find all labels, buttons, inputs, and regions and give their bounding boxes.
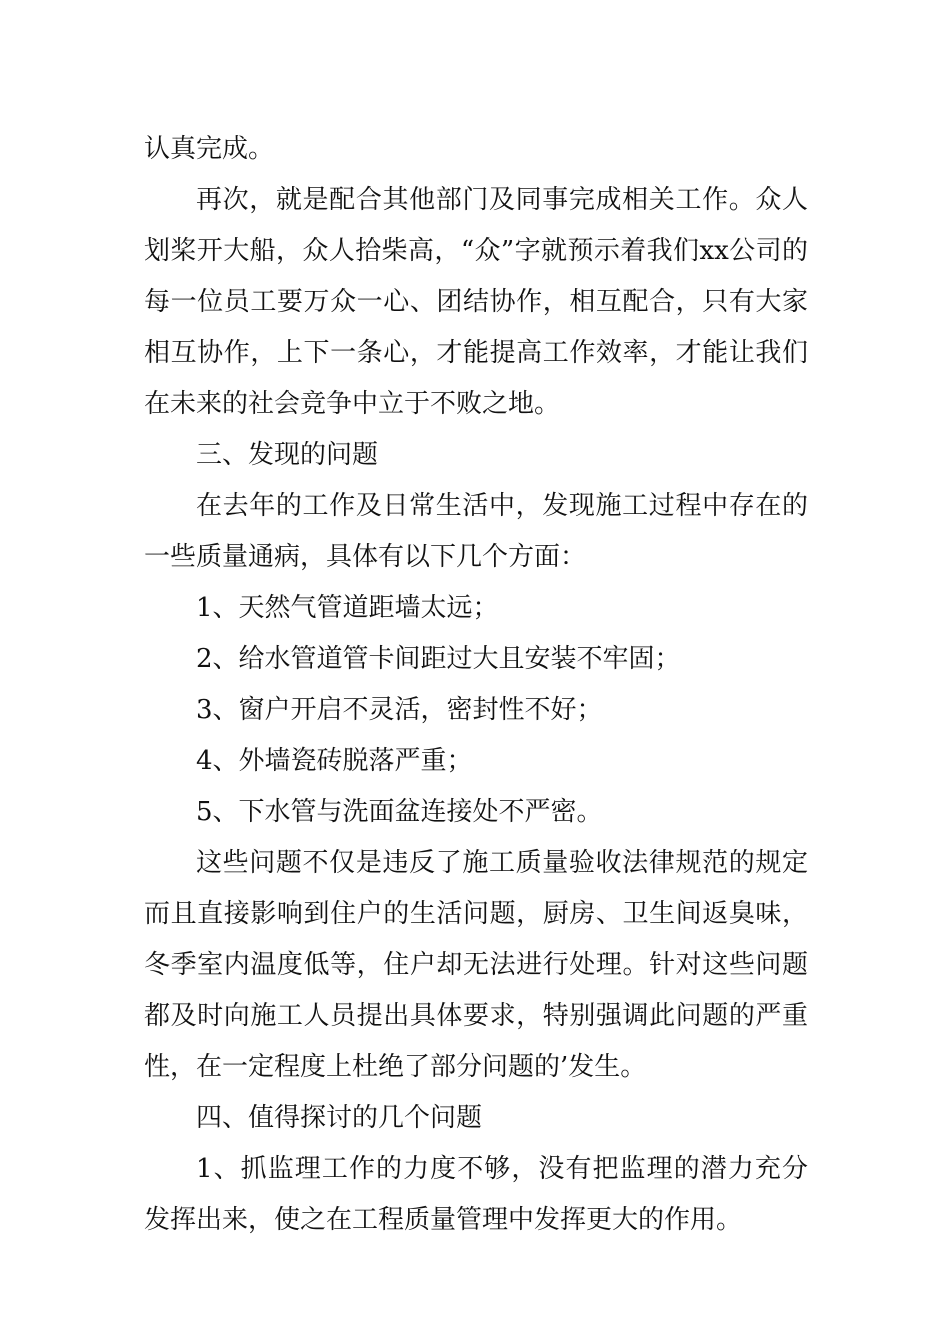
document-body [144, 124, 808, 1246]
paragraph-problems-intro: 在去年的工作及日常生活中，发现施工过程中存在的一些质量通病，具体有以下几个方面： [144, 491, 808, 572]
list-item-2: 2、给水管道管卡间距过大且安装不牢固； [196, 644, 681, 674]
list-item-5: 5、下水管与洗面盆连接处不严密。 [196, 797, 603, 827]
list-item-3: 3、窗户开启不灵活，密封性不好； [196, 695, 603, 725]
paragraph-continuation: 认真完成。 [144, 134, 275, 164]
list-item-1: 1、天然气管道距墙太远； [196, 593, 499, 623]
paragraph-cooperation: 再次，就是配合其他部门及同事完成相关工作。众人划桨开大船，众人拾柴高，“众”字就预示着我们xx公司的每一位员工要万众一心、团结协作，相互配合，只有大家相互协作，上下一条心，才能提高工作效率，才能让我们在未来的社会竞争中立于不败之地。 [144, 185, 808, 419]
list-item-4: 4、外墙瓷砖脱落严重； [196, 746, 473, 776]
paragraph-discussion-1: 1、抓监理工作的力度不够，没有把监理的潜力充分发挥出来，使之在工程质量管理中发挥更大的作用。 [144, 1154, 808, 1235]
section-heading-discussion: 四、值得探讨的几个问题 [196, 1103, 483, 1133]
paragraph-problems-impact: 这些问题不仅是违反了施工质量验收法律规范的规定而且直接影响到住户的生活问题，厨房、卫生间返臭味，冬季室内温度低等，住户却无法进行处理。针对这些问题都及时向施工人员提出具体要求，特别强调此问题的严重性，在一定程度上杜绝了部分问题的’发生。 [144, 848, 808, 1082]
section-heading-problems: 三、发现的问题 [196, 440, 379, 470]
